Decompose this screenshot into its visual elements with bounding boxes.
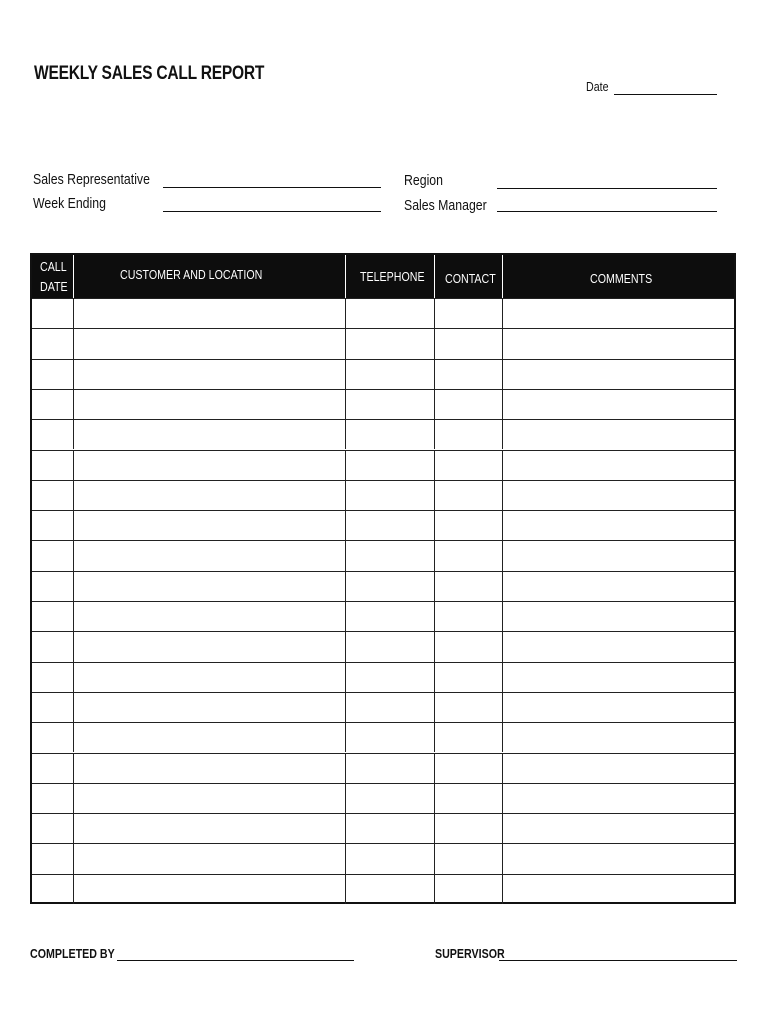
call-date-cell[interactable]	[32, 814, 74, 843]
telephone-cell[interactable]	[346, 754, 435, 783]
call-date-cell[interactable]	[32, 602, 74, 631]
table-row	[32, 389, 734, 419]
column-header-call-date: CALL DATE	[32, 255, 74, 298]
contact-cell[interactable]	[435, 632, 503, 661]
comments-cell[interactable]	[503, 632, 734, 661]
sales-representative-label: Sales Representative	[33, 171, 150, 188]
contact-cell[interactable]	[435, 481, 503, 510]
contact-cell[interactable]	[435, 299, 503, 328]
telephone-cell[interactable]	[346, 632, 435, 661]
telephone-cell[interactable]	[346, 511, 435, 540]
table-row	[32, 722, 734, 752]
comments-cell[interactable]	[503, 784, 734, 813]
telephone-cell[interactable]	[346, 420, 435, 449]
telephone-cell[interactable]	[346, 299, 435, 328]
customer-location-cell[interactable]	[74, 481, 346, 510]
call-date-cell[interactable]	[32, 451, 74, 480]
date-field[interactable]	[614, 94, 717, 95]
sales-call-table	[30, 253, 736, 904]
customer-location-cell[interactable]	[74, 420, 346, 449]
telephone-cell[interactable]	[346, 784, 435, 813]
comments-cell[interactable]	[503, 723, 734, 752]
date-label: Date	[586, 79, 609, 94]
customer-location-cell[interactable]	[74, 693, 346, 722]
telephone-cell[interactable]	[346, 723, 435, 752]
call-date-cell[interactable]	[32, 693, 74, 722]
customer-location-cell[interactable]	[74, 814, 346, 843]
comments-cell[interactable]	[503, 572, 734, 601]
call-date-cell[interactable]	[32, 875, 74, 904]
contact-cell[interactable]	[435, 420, 503, 449]
supervisor-field[interactable]	[499, 960, 737, 961]
region-field[interactable]	[497, 188, 717, 189]
completed-by-field[interactable]	[117, 960, 354, 961]
contact-cell[interactable]	[435, 511, 503, 540]
call-date-cell[interactable]	[32, 360, 74, 389]
call-date-cell[interactable]	[32, 723, 74, 752]
call-date-cell[interactable]	[32, 541, 74, 570]
comments-cell[interactable]	[503, 844, 734, 873]
table-row	[32, 510, 734, 540]
page-title: WEEKLY SALES CALL REPORT	[34, 63, 265, 84]
sales-representative-field[interactable]	[163, 187, 381, 188]
call-date-cell[interactable]	[32, 663, 74, 692]
table-row	[32, 843, 734, 873]
column-header-customer-location: CUSTOMER AND LOCATION	[74, 255, 346, 298]
contact-cell[interactable]	[435, 541, 503, 570]
customer-location-cell[interactable]	[74, 754, 346, 783]
comments-cell[interactable]	[503, 360, 734, 389]
contact-cell[interactable]	[435, 784, 503, 813]
telephone-cell[interactable]	[346, 814, 435, 843]
telephone-cell[interactable]	[346, 663, 435, 692]
telephone-cell[interactable]	[346, 329, 435, 358]
contact-cell[interactable]	[435, 451, 503, 480]
customer-location-cell[interactable]	[74, 602, 346, 631]
region-label: Region	[404, 172, 443, 189]
call-date-cell[interactable]	[32, 754, 74, 783]
telephone-cell[interactable]	[346, 572, 435, 601]
comments-cell[interactable]	[503, 511, 734, 540]
table-row	[32, 450, 734, 480]
comments-cell[interactable]	[503, 541, 734, 570]
table-row	[32, 753, 734, 783]
sales-manager-label: Sales Manager	[404, 197, 487, 214]
telephone-cell[interactable]	[346, 360, 435, 389]
customer-location-cell[interactable]	[74, 784, 346, 813]
call-date-cell[interactable]	[32, 632, 74, 661]
column-header-telephone: TELEPHONE	[346, 255, 435, 298]
call-date-cell[interactable]	[32, 481, 74, 510]
week-ending-label: Week Ending	[33, 195, 106, 212]
call-date-cell[interactable]	[32, 511, 74, 540]
contact-cell[interactable]	[435, 329, 503, 358]
telephone-cell[interactable]	[346, 451, 435, 480]
table-row	[32, 571, 734, 601]
comments-cell[interactable]	[503, 299, 734, 328]
call-date-cell[interactable]	[32, 329, 74, 358]
call-date-cell[interactable]	[32, 299, 74, 328]
customer-location-cell[interactable]	[74, 844, 346, 873]
completed-by-label: COMPLETED BY	[30, 946, 115, 961]
table-row	[32, 783, 734, 813]
customer-location-cell[interactable]	[74, 390, 346, 419]
supervisor-label: SUPERVISOR	[435, 946, 505, 961]
comments-cell[interactable]	[503, 481, 734, 510]
call-date-cell[interactable]	[32, 844, 74, 873]
contact-cell[interactable]	[435, 723, 503, 752]
table-row	[32, 298, 734, 328]
comments-cell[interactable]	[503, 329, 734, 358]
contact-cell[interactable]	[435, 572, 503, 601]
table-row	[32, 359, 734, 389]
comments-cell[interactable]	[503, 754, 734, 783]
contact-cell[interactable]	[435, 390, 503, 419]
table-row	[32, 662, 734, 692]
customer-location-cell[interactable]	[74, 663, 346, 692]
week-ending-field[interactable]	[163, 211, 381, 212]
telephone-cell[interactable]	[346, 693, 435, 722]
table-row	[32, 419, 734, 449]
table-row	[32, 874, 734, 904]
telephone-cell[interactable]	[346, 844, 435, 873]
comments-cell[interactable]	[503, 814, 734, 843]
telephone-cell[interactable]	[346, 541, 435, 570]
customer-location-cell[interactable]	[74, 329, 346, 358]
table-header	[32, 255, 734, 298]
telephone-cell[interactable]	[346, 481, 435, 510]
table-row	[32, 480, 734, 510]
comments-cell[interactable]	[503, 420, 734, 449]
call-date-cell[interactable]	[32, 390, 74, 419]
column-header-contact: CONTACT	[435, 255, 503, 298]
telephone-cell[interactable]	[346, 602, 435, 631]
call-date-cell[interactable]	[32, 572, 74, 601]
comments-cell[interactable]	[503, 693, 734, 722]
table-row	[32, 813, 734, 843]
contact-cell[interactable]	[435, 663, 503, 692]
column-header-comments: COMMENTS	[590, 271, 653, 286]
table-row	[32, 328, 734, 358]
table-row	[32, 540, 734, 570]
customer-location-cell[interactable]	[74, 572, 346, 601]
contact-cell[interactable]	[435, 754, 503, 783]
contact-cell[interactable]	[435, 814, 503, 843]
comments-cell[interactable]	[503, 602, 734, 631]
comments-cell[interactable]	[503, 663, 734, 692]
call-date-cell[interactable]	[32, 784, 74, 813]
contact-cell[interactable]	[435, 360, 503, 389]
customer-location-cell[interactable]	[74, 360, 346, 389]
contact-cell[interactable]	[435, 693, 503, 722]
table-row	[32, 692, 734, 722]
customer-location-cell[interactable]	[74, 541, 346, 570]
customer-location-cell[interactable]	[74, 299, 346, 328]
customer-location-cell[interactable]	[74, 723, 346, 752]
comments-cell[interactable]	[503, 390, 734, 419]
customer-location-cell[interactable]	[74, 632, 346, 661]
telephone-cell[interactable]	[346, 875, 435, 904]
contact-cell[interactable]	[435, 602, 503, 631]
contact-cell[interactable]	[435, 844, 503, 873]
comments-cell[interactable]	[503, 451, 734, 480]
table-row	[32, 631, 734, 661]
customer-location-cell[interactable]	[74, 511, 346, 540]
contact-cell[interactable]	[435, 875, 503, 904]
customer-location-cell[interactable]	[74, 875, 346, 904]
telephone-cell[interactable]	[346, 390, 435, 419]
call-date-cell[interactable]	[32, 420, 74, 449]
customer-location-cell[interactable]	[74, 451, 346, 480]
sales-manager-field[interactable]	[497, 211, 717, 212]
comments-cell[interactable]	[503, 875, 734, 904]
table-row	[32, 601, 734, 631]
